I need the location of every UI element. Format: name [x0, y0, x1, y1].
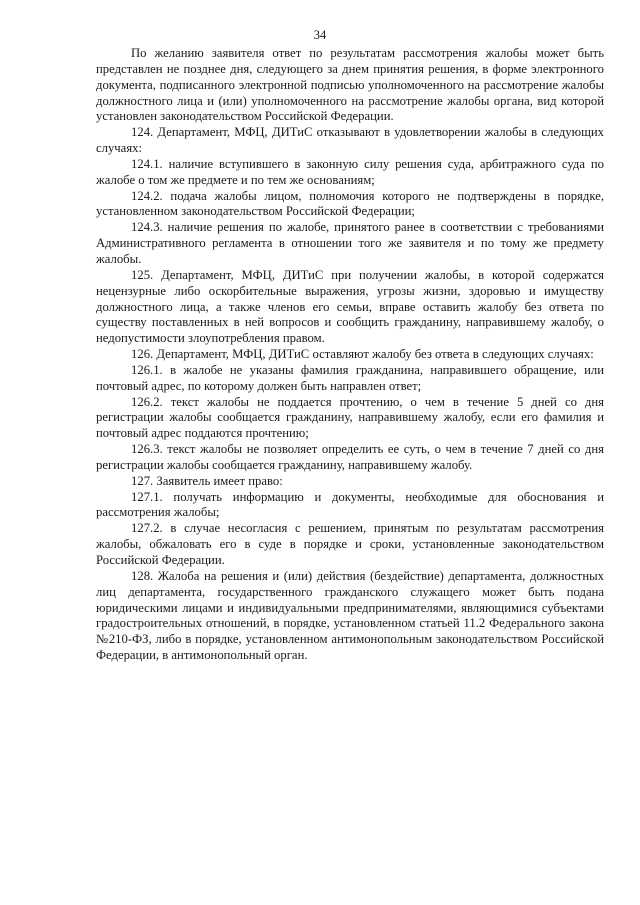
- paragraph-126-3: 126.3. текст жалобы не позволяет определить ее суть, о чем в течение 7 дней со дня регистрации жалобы сообщается гражданину, направившему жалобу.: [96, 442, 604, 472]
- paragraph-124: 124. Департамент, МФЦ, ДИТиС отказывают в удовлетворении жалобы в следующих случаях:: [96, 125, 604, 156]
- paragraph-127-2: 127.2. в случае несогласия с решением, принятым по результатам рассмотрения жалобы, обжаловать его в суде в порядке и сроки, установленные законодательством Российской Федерации.: [96, 521, 604, 567]
- paragraph-126-2: 126.2. текст жалобы не поддается прочтению, о чем в течение 5 дней со дня регистрации жалобы сообщается гражданину, направившему жалобу, если его фамилия и почтовый адрес поддаются прочтению;: [96, 394, 604, 441]
- paragraph-128: 128. Жалоба на решения и (или) действия (бездействие) департамента, должностных лиц департамента, государственного гражданского служащего может быть подана юридическими лицами и индивидуальными предпринимателями, являющимися субъектами градостроительных отношений, в порядке, установленном статьей 11.2 Федерального закона №210-ФЗ, либо в порядке, установленном антимонопольным законодательством Российской Федерации, в антимонопольный орган.: [96, 568, 604, 663]
- paragraph-127-1: 127.1. получать информацию и документы, необходимые для обоснования и рассмотрения жалобы;: [96, 489, 604, 520]
- paragraph-126: 126. Департамент, МФЦ, ДИТиС оставляют жалобу без ответа в следующих случаях:: [131, 347, 594, 362]
- paragraph-126-1: 126.1. в жалобе не указаны фамилия гражданина, направившего обращение, или почтовый адрес, по которому должен быть направлен ответ;: [96, 362, 604, 393]
- paragraph-124-2: 124.2. подача жалобы лицом, полномочия которого не подтверждены в порядке, установленном законодательством Российской Федерации;: [96, 188, 604, 219]
- document-body: [96, 46, 604, 664]
- paragraph-125: 125. Департамент, МФЦ, ДИТиС при получении жалобы, в которой содержатся нецензурные либо оскорбительные выражения, угрозы жизни, здоровью и имуществу должностного лица, а также членов его семьи, вправе оставить жалобу без ответа по существу поставленных в ней вопросов и сообщить гражданину, направившему жалобу, о недопустимости злоупотребления правом.: [96, 267, 604, 346]
- paragraph-124-1: 124.1. наличие вступившего в законную силу решения суда, арбитражного суда по жалобе о том же предмете и по тем же основаниям;: [96, 156, 604, 187]
- paragraph-124-3: 124.3. наличие решения по жалобе, принятого ранее в соответствии с требованиями Административного регламента в отношении того же заявителя и по тому же предмету жалобы.: [96, 220, 604, 266]
- paragraph-response-format: По желанию заявителя ответ по результатам рассмотрения жалобы может быть представлен не позднее дня, следующего за днем принятия решения, в форме электронного документа, подписанного электронной подписью уполномоченного на рассмотрение жалобы должностного лица и (или) уполномоченного на рассмотрение жалобы органа, вид которой установлен законодательством Российской Федерации.: [96, 46, 604, 124]
- page-number: 34: [313, 28, 327, 42]
- paragraph-127: 127. Заявитель имеет право:: [131, 473, 283, 488]
